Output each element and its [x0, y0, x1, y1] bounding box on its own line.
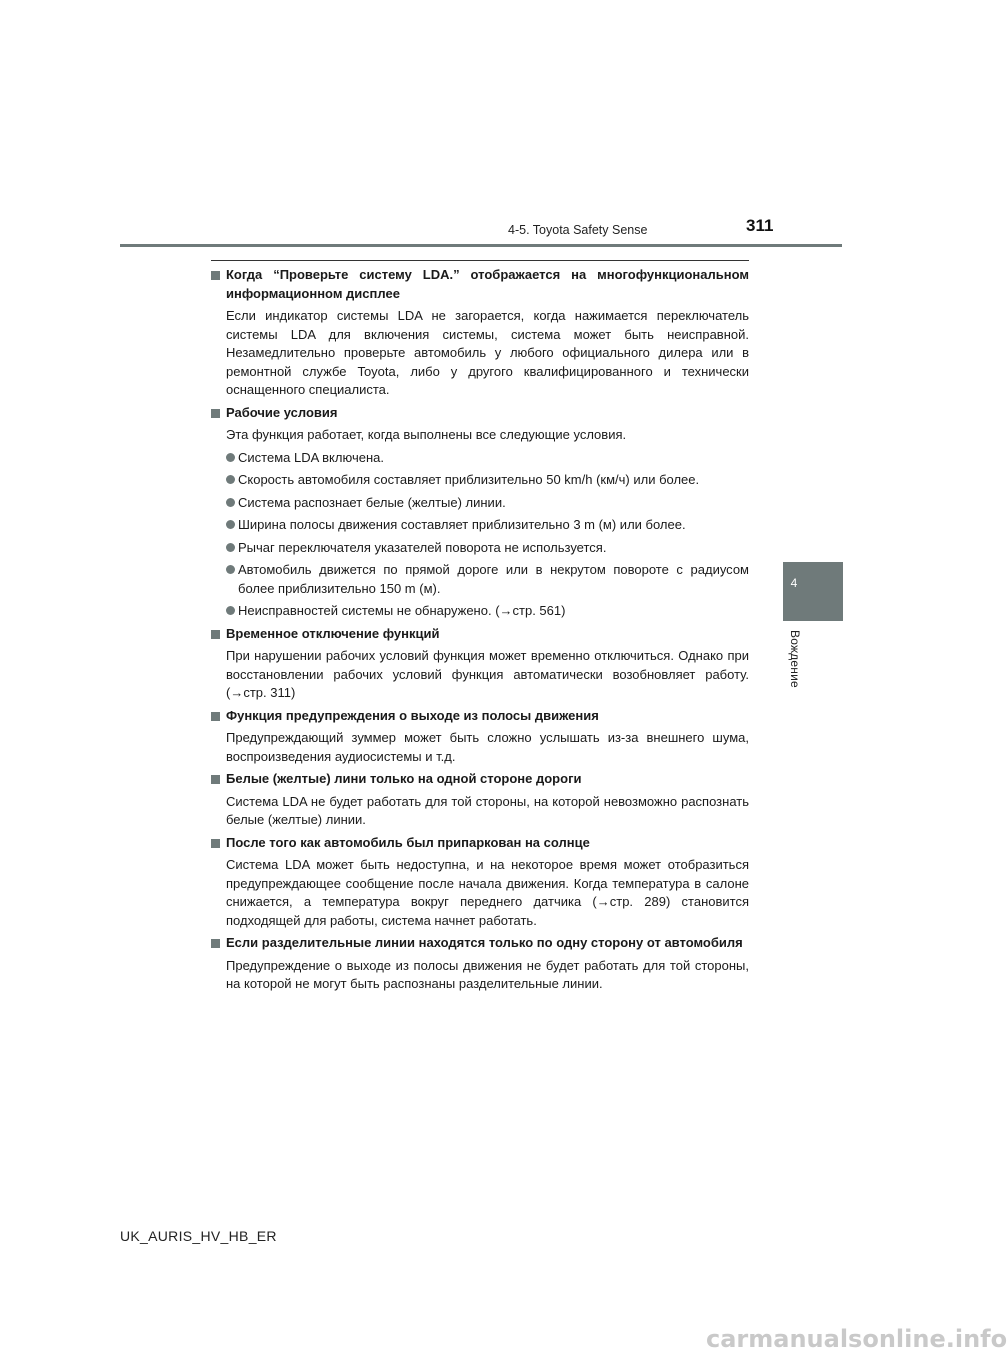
list-item-text: Ширина полосы движения составляет приблизительно 3 m (м) или более.	[238, 517, 686, 532]
document-code: UK_AURIS_HV_HB_ER	[120, 1228, 277, 1244]
chapter-number: 4	[790, 576, 798, 590]
square-bullet-icon	[211, 630, 220, 639]
section-title-text: Функция предупреждения о выходе из полосы движения	[226, 707, 599, 723]
square-bullet-icon	[211, 271, 220, 280]
section-title-text: После того как автомобиль был припаркован на солнце	[226, 834, 590, 850]
section-body: Система LDA может быть недоступна, и на некоторое время может отобразиться предупреждающее сообщение после начала движения. Когда температура в салоне снижается, а температура вокруг переднего датчика (→стр. 289) становится подходящей для работы, система начнет работать.	[226, 857, 749, 928]
square-bullet-icon	[211, 775, 220, 784]
list-item-text: Автомобиль движется по прямой дороге или в некрутом повороте с радиусом более приблизительно 150 m (м).	[238, 562, 749, 596]
square-bullet-icon	[211, 712, 220, 721]
list-item-text: Скорость автомобиля составляет приблизительно 50 km/h (км/ч) или более.	[238, 472, 700, 487]
list-item	[211, 471, 749, 490]
note-section	[211, 834, 749, 931]
section-title	[211, 707, 749, 726]
section-title-text: Если разделительные линии находятся только по одну сторону от автомобиля	[226, 935, 743, 950]
condition-list	[211, 449, 749, 621]
circle-bullet-icon	[226, 543, 235, 552]
header-divider	[120, 244, 842, 247]
section-title	[211, 625, 749, 644]
section-body: Если индикатор системы LDA не загорается, когда нажимается переключатель системы LDA для включения системы, система может быть неисправной. Незамедлительно проверьте автомобиль у любого официального дилера или в ремонтной службе Toyota, либо у другого квалифицированного и технически оснащенного специалиста.	[226, 308, 749, 397]
square-bullet-icon	[211, 409, 220, 418]
note-section	[211, 266, 749, 400]
section-title-text: Белые (желтые) лини только на одной стороне дороги	[226, 771, 582, 786]
square-bullet-icon	[211, 839, 220, 848]
section-title-text: Когда “Проверьте систему LDA.” отображается на многофункциональном информационном дисплее	[226, 267, 749, 301]
section-body: Система LDA не будет работать для той стороны, на которой невозможно распознать белые (желтые) линии.	[226, 793, 749, 827]
list-item-text: Система LDA включена.	[238, 449, 384, 465]
chapter-tab	[783, 562, 843, 621]
list-item	[211, 516, 749, 535]
note-section	[211, 934, 749, 994]
list-item	[211, 539, 749, 558]
square-bullet-icon	[211, 939, 220, 948]
section-title-text: Рабочие условия	[226, 404, 338, 420]
section-title-text: Временное отключение функций	[226, 625, 440, 641]
section-body: При нарушении рабочих условий функция может временно отключиться. Однако при восстановлении рабочих условий функция автоматически возобновляет работу. (→стр. 311)	[226, 648, 749, 700]
section-title	[211, 266, 749, 303]
watermark: carmanualsonline.info	[706, 1325, 1007, 1353]
list-item-text: Неисправностей системы не обнаружено. (→стр. 561)	[238, 603, 566, 618]
section-title	[211, 770, 749, 789]
circle-bullet-icon	[226, 475, 235, 484]
note-section	[211, 625, 749, 703]
list-item	[211, 602, 749, 621]
list-item	[211, 494, 749, 513]
content-divider	[211, 260, 749, 261]
list-item	[211, 449, 749, 468]
section-body: Предупреждение о выходе из полосы движения не будет работать для той стороны, на которой не могут быть распознаны разделительные линии.	[226, 957, 749, 991]
section-body: Предупреждающий зуммер может быть сложно услышать из-за внешнего шума, воспроизведения аудиосистемы и т.д.	[226, 730, 749, 764]
header-section-title: 4-5. Toyota Safety Sense	[508, 223, 648, 237]
page-content	[211, 266, 749, 998]
section-body: Эта функция работает, когда выполнены все следующие условия.	[226, 427, 627, 442]
circle-bullet-icon	[226, 453, 235, 462]
list-item-text: Система распознает белые (желтые) линии.	[238, 494, 506, 510]
circle-bullet-icon	[226, 520, 235, 529]
note-section	[211, 707, 749, 767]
section-title	[211, 834, 749, 853]
note-section	[211, 770, 749, 830]
section-title	[211, 404, 749, 423]
list-item-text: Рычаг переключателя указателей поворота не используется.	[238, 539, 607, 555]
note-section	[211, 404, 749, 621]
section-title	[211, 934, 749, 953]
page-number: 311	[746, 216, 774, 235]
circle-bullet-icon	[226, 498, 235, 507]
circle-bullet-icon	[226, 606, 235, 615]
circle-bullet-icon	[226, 565, 235, 574]
chapter-label: Вождение	[788, 630, 802, 688]
list-item	[211, 561, 749, 598]
